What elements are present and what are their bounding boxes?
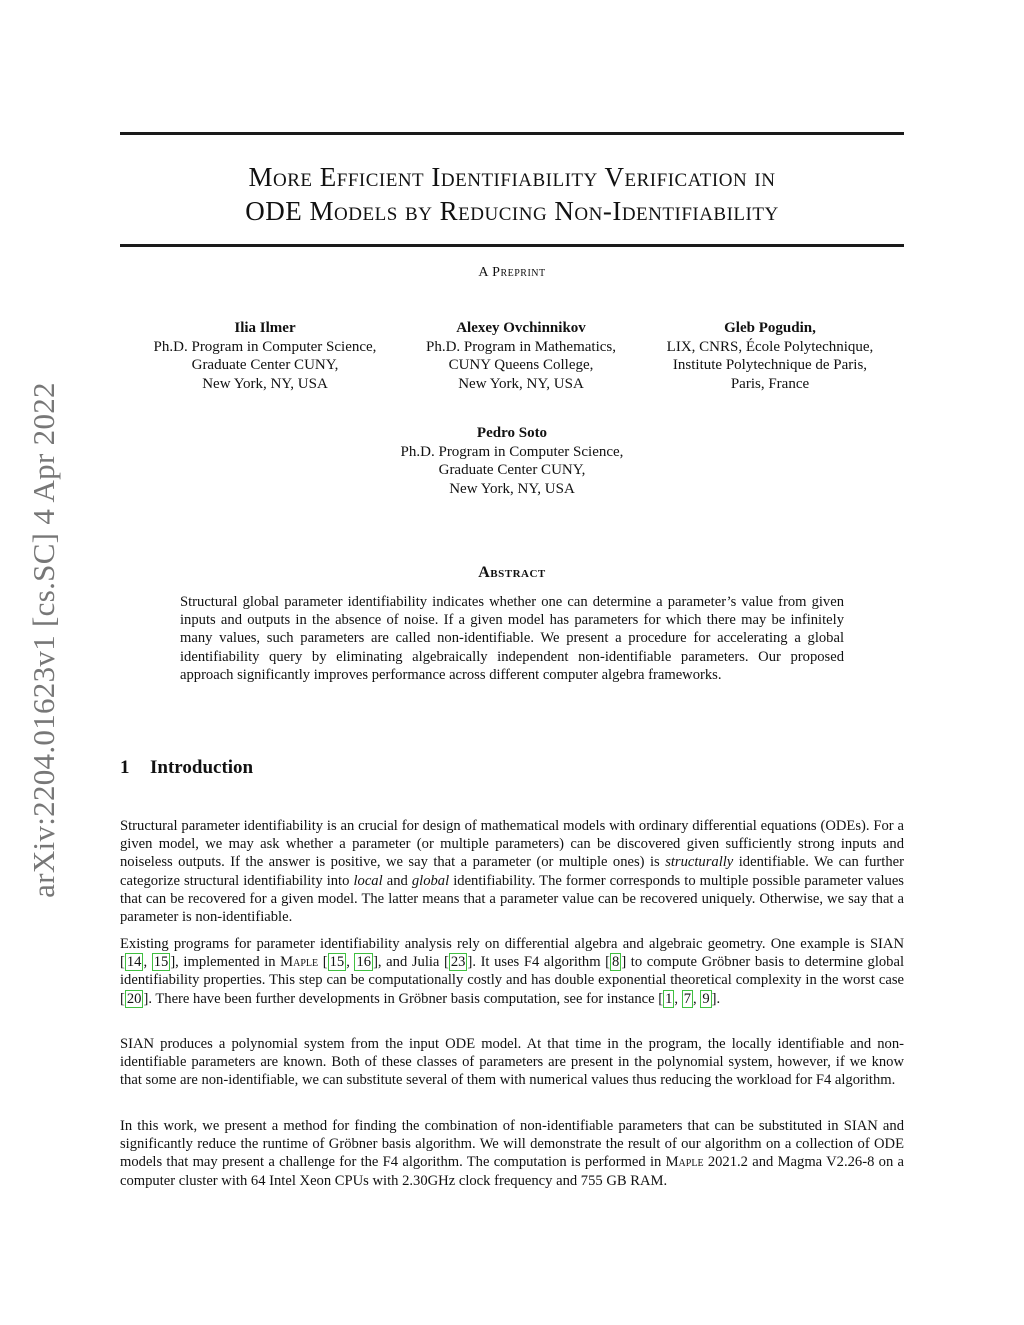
author-affiliation: Graduate Center CUNY, [438, 462, 586, 478]
author-affiliation: LIX, CNRS, École Polytechnique, [666, 338, 874, 355]
title-line-2: ODE Models by Reducing Non-Identifiability [245, 196, 779, 226]
title-bottom-rule [120, 244, 904, 247]
citation-link[interactable]: 15 [329, 954, 345, 971]
author-name: Ilia Ilmer [234, 320, 296, 336]
citation-link[interactable]: 15 [153, 954, 169, 971]
citation-link[interactable]: 1 [665, 990, 673, 1007]
citation-link[interactable]: 7 [683, 990, 692, 1007]
citation-link[interactable]: 16 [356, 954, 372, 971]
title-line-1: More Efficient Identifiability Verification in [248, 162, 776, 192]
author-block [372, 424, 652, 498]
title-top-rule [120, 132, 904, 135]
author-name: Pedro Soto [476, 425, 548, 441]
paragraph: Structural parameter identifiability is an crucial for design of mathematical models with ordinary differential equations (ODEs). For a given model, we may ask whether a parameter (or multiple parameters) can be discovered given sufficiently strong inputs and noiseless outputs. If the answer is positive, we say that a parameter (or multiple ones) is structurally identifiable. We can further categorize structural identifiability into local and global identifiability. The former corresponds to multiple possible parameter values that can be recovered for a given model. The latter means that a parameter value can be recovered uniquely. Otherwise, we say that a parameter is non-identifiable. [120, 818, 904, 926]
author-name: Gleb Pogudin, [724, 320, 816, 336]
citation-link[interactable]: 23 [450, 954, 466, 971]
author-affiliation: New York, NY, USA [449, 480, 575, 497]
author-affiliation: New York, NY, USA [202, 375, 328, 392]
section-number: 1 [120, 757, 130, 778]
author-affiliation: Ph.D. Program in Computer Science, [153, 338, 377, 355]
author-block [132, 319, 398, 393]
author-block [398, 319, 644, 393]
paragraph: SIAN produces a polynomial system from the input ODE model. At that time in the program, the locally identifiable and non-identifiable parameters are known. Both of these classes of parameters are present in the polynomial system, however, if we know that some are non-identifiable, we can substitute several of them with numerical values thus reducing the workload for F4 algorithm. [120, 1036, 904, 1089]
section-title: Introduction [150, 757, 254, 778]
author-affiliation: New York, NY, USA [458, 375, 584, 392]
citation-link[interactable]: 9 [702, 990, 710, 1007]
paragraph: In this work, we present a method for finding the combination of non-identifiable parameters that can be substituted in SIAN and significantly reduce the runtime of Gröbner basis algorithm. We will demonstrate the result of our algorithm on a collection of ODE models that may present a challenge for the F4 algorithm. The computation is performed in Maple 2021.2 and Magma V2.26-8 on a computer cluster with 64 Intel Xeon CPUs with 2.30GHz clock frequency and 755 GB RAM. [120, 1118, 904, 1189]
abstract-body: Structural global parameter identifiability indicates whether one can determine a parameter’s value from given inputs and outputs in the absence of noise. If a given model has parameters for which there may be infinitely many values, such parameters are called non-identifiable. We present a procedure for accelerating a global identifiability query by eliminating algebraically independent non-identifiable parameters. Our proposed approach significantly improves performance across different computer algebra frameworks. [180, 594, 844, 683]
abstract-heading: Abstract [478, 564, 546, 581]
citation-link[interactable]: 8 [612, 954, 620, 971]
author-affiliation: Ph.D. Program in Computer Science, [400, 443, 624, 460]
preprint-label: A Preprint [478, 265, 546, 280]
arxiv-identifier: arXiv:2204.01623v1 [cs.SC] 4 Apr 2022 [26, 382, 61, 898]
section-heading [120, 757, 253, 779]
author-block [644, 319, 896, 393]
citation-link[interactable]: 20 [126, 990, 142, 1007]
author-affiliation: Paris, France [730, 375, 810, 392]
author-affiliation: Graduate Center CUNY, [191, 357, 339, 373]
author-affiliation: Institute Polytechnique de Paris, [672, 357, 868, 373]
author-affiliation: CUNY Queens College, [448, 357, 594, 373]
paragraph: Existing programs for parameter identifiability analysis rely on differential algebra and algebraic geometry. One example is SIAN [ 14 , 15 ], implemented in Maple [ 15 , 16 ], and Julia [ 23 ]. It uses F4 algorithm [ 8 ] to compute Gröbner basis to determine global identifiability properties. This step can be computationally costly and has double exponential theoretical complexity in the worst case [ 20 ]. There have been further developments in Gröbner basis computation, see for instance [ 1 , 7 , 9 ]. [120, 936, 904, 1007]
author-affiliation: Ph.D. Program in Mathematics, [426, 338, 616, 355]
author-name: Alexey Ovchinnikov [456, 320, 586, 336]
citation-link[interactable]: 14 [126, 954, 142, 971]
